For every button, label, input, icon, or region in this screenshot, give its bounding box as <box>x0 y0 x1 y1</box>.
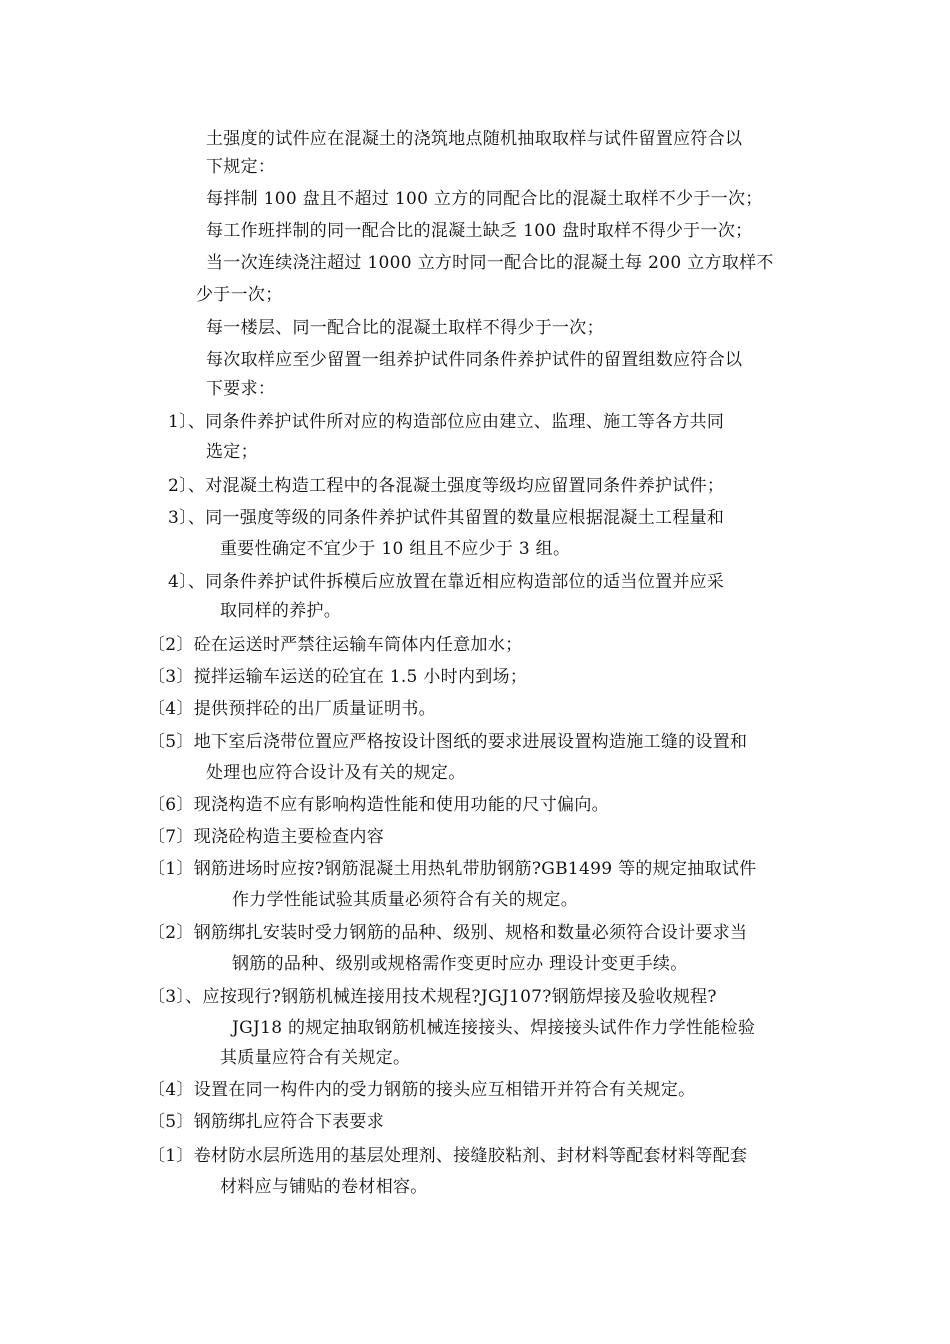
text-line: 每工作班拌制的同一配合比的混凝土缺乏 100 盘时取样不得少于一次； <box>206 221 753 241</box>
text-line: 取同样的养护。 <box>220 601 342 621</box>
text-line: 〔4〕设置在同一构件内的受力钢筋的接头应互相错开并符合有关规定。 <box>148 1080 696 1100</box>
text-line: 每次取样应至少留置一组养护试件同条件养护试件的留置组数应符合以 <box>206 350 743 370</box>
text-line: 〔5〕地下室后浇带位置应严格按设计图纸的要求进展设置构造施工缝的设置和 <box>148 732 748 752</box>
text-line: 选定； <box>206 442 258 462</box>
text-line: 材料应与铺贴的卷材相容。 <box>220 1177 428 1197</box>
text-line: 〔3〕搅拌运输车运送的砼宜在 1.5 小时内到场； <box>148 667 528 687</box>
text-line: 〔2〕砼在运送时严禁往运输车筒体内任意加水； <box>148 635 523 655</box>
text-line: 其质量应符合有关规定。 <box>220 1048 411 1068</box>
text-line: 2〕、对混凝土构造工程中的各混凝土强度等级均应留置同条件养护试件； <box>168 476 725 496</box>
text-line: 下要求： <box>206 379 276 399</box>
text-line: 1〕、同条件养护试件所对应的构造部位应由建立、监理、施工等各方共同 <box>168 412 725 432</box>
text-line: 重要性确定不宜少于 10 组且不应少于 3 组。 <box>220 539 571 559</box>
text-line: 作力学性能试验其质量必须符合有关的规定。 <box>232 890 578 910</box>
text-line: 〔2〕钢筋绑扎安装时受力钢筋的品种、级别、规格和数量必须符合设计要求当 <box>148 923 748 943</box>
text-line: 钢筋的品种、级别或规格需作变更时应办 理设计变更手续。 <box>232 954 688 974</box>
text-line: 下规定： <box>206 157 276 177</box>
text-line: 土强度的试件应在混凝土的浇筑地点随机抽取取样与试件留置应符合以 <box>206 129 743 149</box>
text-line: 〔1〕卷材防水层所选用的基层处理剂、接缝胶粘剂、封材料等配套材料等配套 <box>148 1146 748 1166</box>
text-line: JGJ18 的规定抽取钢筋机械连接接头、焊接接头试件作力学性能检验 <box>232 1018 756 1038</box>
text-line: 当一次连续浇注超过 1000 立方时同一配合比的混凝土每 200 立方取样不 <box>206 253 774 273</box>
text-line: 〔1〕钢筋进场时应按?钢筋混凝土用热轧带肋钢筋?GB1499 等的规定抽取试件 <box>148 859 757 879</box>
text-line: 4〕、同条件养护试件拆模后应放置在靠近相应构造部位的适当位置并应采 <box>168 572 725 592</box>
text-line: 处理也应符合设计及有关的规定。 <box>206 763 466 783</box>
text-line: 〔3〕、应按现行?钢筋机械连接用技术规程?JGJ107?钢筋焊接及验收规程? <box>148 987 717 1007</box>
text-line: 〔5〕钢筋绑扎应符合下表要求 <box>148 1112 385 1132</box>
text-line: 〔6〕现浇构造不应有影响构造性能和使用功能的尺寸偏向。 <box>148 795 609 815</box>
text-line: 少于一次； <box>196 285 283 305</box>
text-line: 〔4〕提供预拌砼的出厂质量证明书。 <box>148 699 436 719</box>
text-line: 〔7〕现浇砼构造主要检查内容 <box>148 827 385 847</box>
text-line: 3〕、同一强度等级的同条件养护试件其留置的数量应根据混凝土工程量和 <box>168 508 725 528</box>
text-line: 每拌制 100 盘且不超过 100 立方的同配合比的混凝土取样不少于一次； <box>206 189 763 209</box>
text-line: 每一楼层、同一配合比的混凝土取样不得少于一次； <box>206 318 604 338</box>
